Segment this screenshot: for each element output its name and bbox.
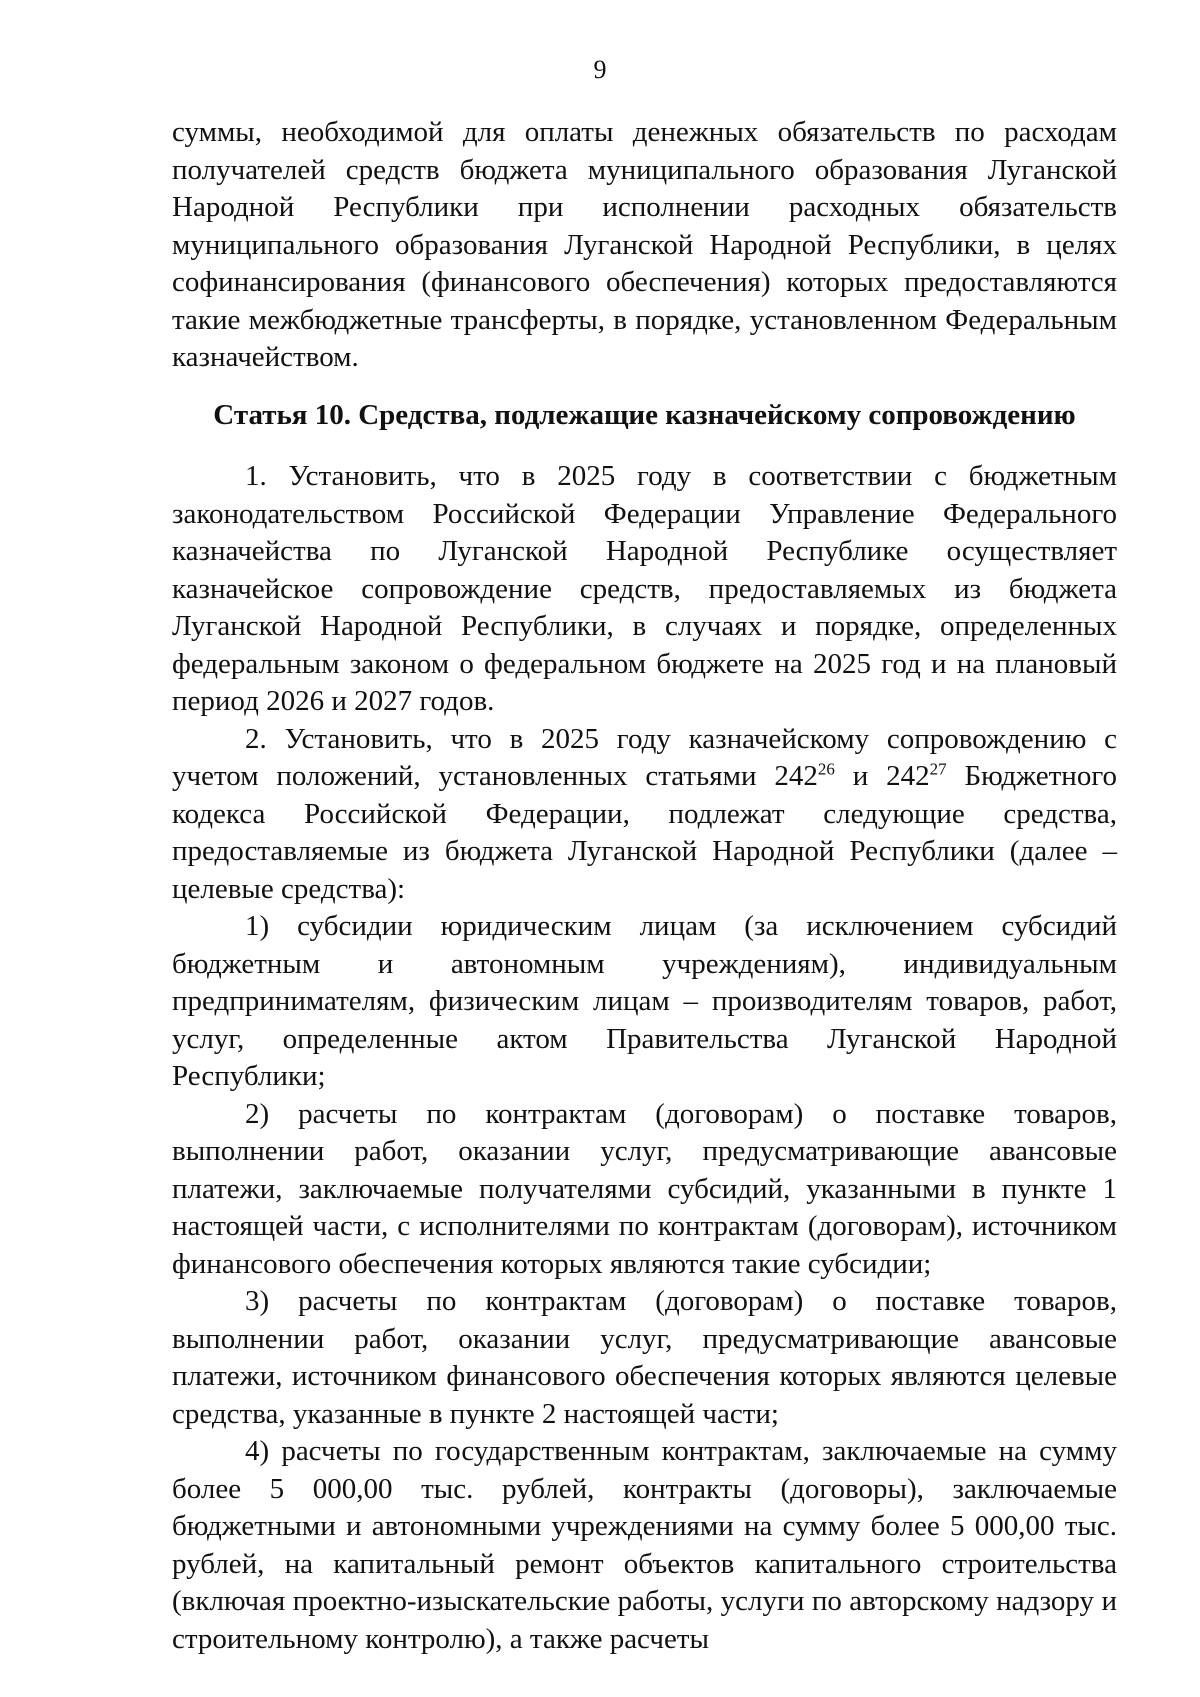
page-number: 9 — [593, 55, 607, 84]
paragraph-2-text-start: 2. Установить, что в 2025 году казначейскому сопровождению с учетом положений, установленных статьями 242 — [172, 722, 1117, 792]
superscript-26: 26 — [817, 759, 835, 779]
list-item-2: 2) расчеты по контрактам (договорам) о поставке товаров, выполнении работ, оказании услуг, предусматривающие авансовые платежи, заключаемые получателями субсидий, указанными в пункте 1 настоящей части, с исполнителями по контрактам (договорам), источником финансового обеспечения которых являются такие субсидии; — [172, 1097, 1117, 1280]
article-paragraph-1: 1. Установить, что в 2025 году в соответствии с бюджетным законодательством Российской Федерации Управление Федерального казначейства по Луганской Народной Республике осуществляет казначейское сопровождение средств, предоставляемых из бюджета Луганской Народной Республики, в случаях и порядке, определенных федеральным законом о федеральном бюджете на 2025 год и на плановый период 2026 и 2027 годов. — [172, 460, 1117, 717]
article-paragraph-2 — [172, 721, 1117, 909]
article-heading: Статья 10. Средства, подлежащие казначейскому сопровождению — [213, 398, 1076, 431]
list-item-1: 1) субсидии юридическим лицам (за исключением субсидий бюджетным и автономным учреждениям), индивидуальным предпринимателям, физическим лицам – производителям товаров, работ, услуг, определенные актом Правительства Луганской Народной Республики; — [172, 910, 1117, 1092]
list-item-3: 3) расчеты по контрактам (договорам) о поставке товаров, выполнении работ, оказании услуг, предусматривающие авансовые платежи, источником финансового обеспечения которых являются целевые средства, указанные в пункте 2 настоящей части; — [172, 1285, 1117, 1430]
document-body — [172, 114, 1117, 1658]
intro-paragraph: суммы, необходимой для оплаты денежных обязательств по расходам получателей средств бюджета муниципального образования Луганской Народной Республики при исполнении расходных обязательств муниципального образования Луганской Народной Республики, в целях софинансирования (финансового обеспечения) которых предоставляются такие межбюджетные трансферты, в порядке, установленном Федеральным казначейством. — [172, 116, 1117, 373]
paragraph-2-text-middle: и 242 — [834, 760, 930, 792]
paragraph-2-text-end: Бюджетного кодекса Российской Федерации, подлежат следующие средства, предоставляемые из бюджета Луганской Народной Республики (далее – целевые средства): — [172, 760, 1117, 905]
superscript-27: 27 — [929, 759, 947, 779]
list-item-4: 4) расчеты по государственным контрактам, заключаемые на сумму более 5 000,00 тыс. рублей, контракты (договоры), заключаемые бюджетными и автономными учреждениями на сумму более 5 000,00 тыс. рублей, на капитальный ремонт объектов капитального строительства (включая проектно-изыскательские работы, услуги по авторскому надзору и строительному контролю), а также расчеты — [172, 1435, 1117, 1655]
